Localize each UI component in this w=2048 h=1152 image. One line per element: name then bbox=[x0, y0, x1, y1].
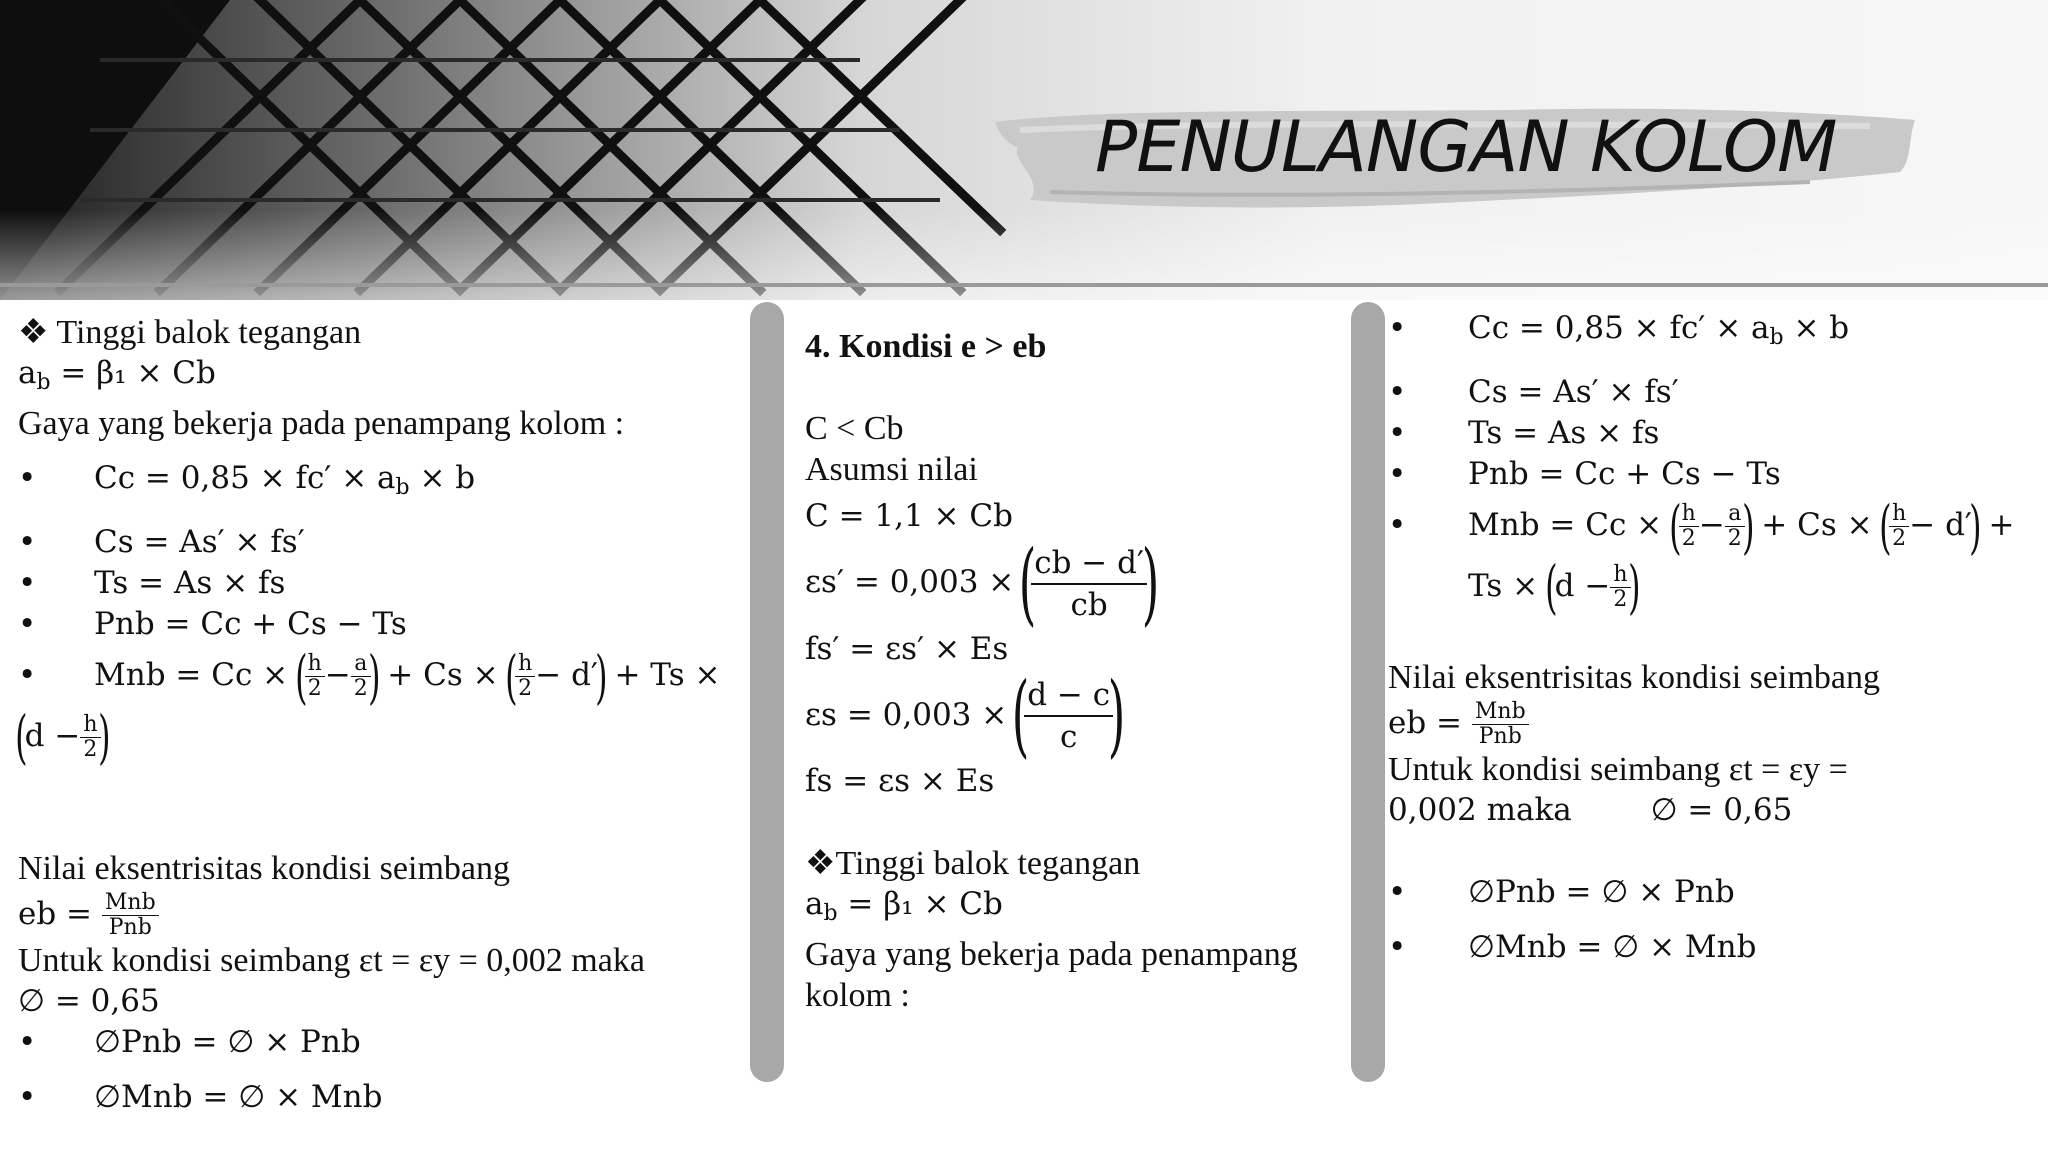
eq-ab-2: $a_b = \beta_1 \times Cb$ bbox=[805, 886, 1003, 926]
column-left bbox=[15, 312, 738, 1118]
text-gaya-2b: kolom : bbox=[805, 977, 910, 1014]
eq-ts-3: • Ts = As × fs bbox=[1388, 413, 2038, 454]
title-banner bbox=[990, 100, 1920, 220]
column-divider-2 bbox=[1351, 302, 1385, 1082]
heading-tinggi-balok-2: ❖Tinggi balok tegangan bbox=[805, 845, 1141, 882]
eq-cc: • $Cc = 0,85 \times fc' \times a_b \times b$ bbox=[18, 458, 738, 508]
eq-fs-prime: fs′ = εs′ × Es bbox=[805, 630, 1009, 667]
eq-pnb: • Pnb = Cc + Cs − Ts bbox=[18, 604, 738, 645]
eq-phi-pnb-3: • ∅Pnb = ∅ × Pnb bbox=[1388, 872, 2038, 913]
eq-cs: • Cs = As′ × fs′ bbox=[18, 522, 738, 563]
eq-phi-mnb-3: • ∅Mnb = ∅ × Mnb bbox=[1388, 927, 2038, 968]
text-nilai-eksentrisitas: Nilai eksentrisitas kondisi seimbang bbox=[18, 850, 510, 887]
eq-ab: $a_b = \beta_1 \times Cb$ bbox=[18, 355, 216, 395]
eq-cs-3: • Cs = As′ × fs′ bbox=[1388, 372, 2038, 413]
heading-kondisi: 4. Kondisi e > eb bbox=[805, 328, 1047, 365]
text-untuk-kondisi: Untuk kondisi seimbang εt = εy = 0,002 maka bbox=[18, 942, 645, 979]
text-c-less-cb: C < Cb bbox=[805, 410, 904, 447]
eq-cc-3: • $Cc = 0,85 \times fc' \times a_b \times b$ bbox=[1388, 308, 2038, 358]
eq-es-prime: εs′ = 0,003 × ( $\frac{cb - d'}{cb}$ ) bbox=[805, 530, 1160, 636]
eq-eb-3: eb = $\frac{\text{Mnb}}{\text{Pnb}}$ bbox=[1388, 698, 2038, 749]
column-divider-1 bbox=[750, 302, 784, 1082]
heading-tinggi-balok: ❖ Tinggi balok tegangan bbox=[18, 314, 362, 351]
text-gaya-2a: Gaya yang bekerja pada penampang bbox=[805, 936, 1298, 973]
column-right bbox=[1388, 308, 2038, 968]
slide-title: PENULANGAN KOLOM bbox=[1095, 106, 1837, 188]
eq-c: C = 1,1 × Cb bbox=[805, 498, 1013, 534]
text-asumsi: Asumsi nilai bbox=[805, 451, 978, 488]
eq-mnb: • Mnb = Cc × ( $\frac{h}{2}$ − $\frac{a}{2}$ ) + Cs × ( $\frac{h}{2}$ − d′) + Ts × bbox=[18, 645, 738, 706]
text-nilai-eksentrisitas-3: Nilai eksentrisitas kondisi seimbang bbox=[1388, 659, 1880, 696]
eq-ts: • Ts = As × fs bbox=[18, 563, 738, 604]
eq-fs: fs = εs × Es bbox=[805, 763, 995, 799]
eq-phi-pnb: • ∅Pnb = ∅ × Pnb bbox=[18, 1022, 738, 1063]
eq-mnb-cont: (d − $\frac{h}{2}$ ) bbox=[15, 703, 111, 771]
eq-phi: ∅ = 0,65 bbox=[18, 983, 160, 1019]
column-middle bbox=[805, 312, 1325, 1016]
text-untuk-kondisi-3a: Untuk kondisi seimbang εt = εy = bbox=[1388, 751, 1848, 788]
text-untuk-kondisi-3b: 0,002 maka ∅ = 0,65 bbox=[1388, 792, 1793, 828]
eq-pnb-3: • Pnb = Cc + Cs − Ts bbox=[1388, 454, 2038, 495]
eq-mnb-3-cont: Ts × (d − $\frac{h}{2}$ ) bbox=[1468, 553, 1641, 621]
text-gaya: Gaya yang bekerja pada penampang kolom : bbox=[18, 405, 625, 442]
eq-eb: eb = $\frac{\text{Mnb}}{\text{Pnb}}$ bbox=[18, 889, 738, 940]
eq-es: εs = 0,003 × ( $\frac{d - c}{c}$ ) bbox=[805, 663, 1126, 768]
eq-phi-mnb: • ∅Mnb = ∅ × Mnb bbox=[18, 1077, 738, 1118]
eq-mnb-3: • Mnb = Cc × ( $\frac{h}{2}$ − $\frac{a}{2}$ ) + Cs × ( $\frac{h}{2}$ − d′) + bbox=[1388, 495, 2038, 556]
header-divider bbox=[0, 283, 2048, 287]
